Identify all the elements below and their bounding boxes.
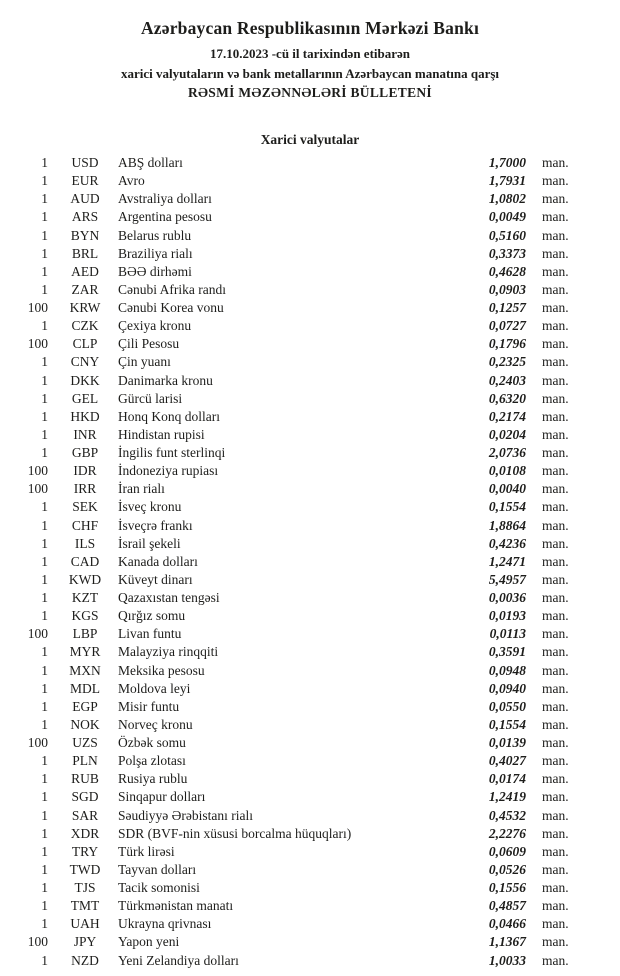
rate-value: 0,0049 (488, 209, 526, 225)
currency-quantity: 100 (27, 463, 48, 479)
currency-quantity: 1 (41, 608, 48, 624)
rate-value: 1,1367 (488, 934, 526, 950)
rate-row (0, 716, 620, 734)
currency-quantity: 1 (41, 354, 48, 370)
rate-value: 0,1796 (488, 336, 526, 352)
unit-label: man. (542, 753, 569, 769)
currency-name: Avro (118, 173, 145, 189)
currency-name: Sinqapur dolları (118, 789, 206, 805)
currency-name: Norveç kronu (118, 716, 193, 732)
rate-value: 0,4236 (488, 535, 526, 551)
currency-name: Honq Konq dolları (118, 408, 220, 424)
effective-date-line: 17.10.2023 -cü il tarixindən etibarən (209, 46, 411, 61)
currency-quantity: 1 (41, 281, 48, 297)
rate-row (0, 390, 620, 408)
rate-row (0, 825, 620, 843)
unit-label: man. (542, 553, 569, 569)
currency-name: Moldova leyi (118, 680, 191, 696)
currency-quantity: 1 (41, 880, 48, 895)
rate-value: 0,0036 (488, 590, 526, 605)
unit-label: man. (542, 191, 569, 207)
rate-value: 0,0139 (488, 735, 526, 750)
currency-name: Polşa zlotası (118, 753, 186, 769)
currency-quantity: 1 (41, 789, 48, 805)
currency-name: SDR (BVF-nin xüsusi borcalma hüquqları) (118, 825, 352, 841)
currency-name: Hindistan rupisi (118, 426, 205, 442)
currency-quantity: 1 (41, 644, 48, 660)
rate-row (0, 662, 620, 680)
rate-row (0, 372, 620, 390)
rate-value: 0,0040 (488, 481, 526, 497)
currency-quantity: 1 (41, 191, 48, 207)
unit-label: man. (542, 590, 569, 605)
rate-value: 2,0736 (488, 445, 526, 460)
rate-value: 0,0466 (488, 916, 526, 932)
rate-row (0, 444, 620, 462)
currency-quantity: 1 (41, 245, 48, 261)
currency-code: LBP (72, 626, 98, 642)
rate-row (0, 698, 620, 716)
currency-code: MYR (69, 644, 101, 660)
rate-row (0, 299, 620, 317)
currency-quantity: 1 (41, 843, 48, 859)
currency-quantity: 1 (41, 517, 48, 533)
currency-code: INR (73, 426, 97, 442)
currency-quantity: 100 (27, 336, 48, 352)
currency-quantity: 1 (41, 771, 48, 787)
currency-code: KWD (68, 571, 102, 587)
currency-name: Danimarka kronu (118, 372, 213, 388)
unit-label: man. (542, 390, 569, 406)
currency-name: Çexiya kronu (118, 318, 192, 334)
currency-code: ILS (74, 535, 96, 551)
rate-row (0, 788, 620, 806)
rate-row (0, 752, 620, 770)
unit-label: man. (542, 336, 569, 352)
rate-value: 1,7931 (488, 173, 526, 189)
currency-code: CLP (72, 336, 98, 352)
unit-label: man. (542, 825, 569, 841)
rate-value: 5,4957 (488, 571, 526, 587)
currency-quantity: 1 (41, 825, 48, 841)
rate-row (0, 408, 620, 426)
rate-row (0, 807, 620, 825)
rate-value: 1,2419 (488, 789, 526, 805)
rate-row (0, 861, 620, 879)
currency-code: EUR (71, 173, 99, 189)
currency-name: Tacik somonisi (118, 880, 200, 895)
currency-name: Misir funtu (118, 698, 180, 714)
currency-code: TJS (74, 880, 96, 895)
currency-name: Kanada dolları (118, 553, 198, 569)
rate-value: 0,1257 (488, 300, 526, 315)
unit-label: man. (542, 481, 569, 497)
rate-row (0, 353, 620, 371)
currency-quantity: 100 (27, 934, 48, 950)
rate-value: 0,4628 (488, 263, 526, 279)
unit-label: man. (542, 571, 569, 587)
unit-label: man. (542, 880, 569, 895)
currency-code: RUB (71, 771, 99, 787)
currency-name: Özbək somu (118, 735, 186, 750)
currency-code: MXN (69, 662, 101, 678)
currency-name: Livan funtu (118, 626, 182, 642)
rate-value: 0,1554 (488, 499, 526, 515)
unit-label: man. (542, 698, 569, 714)
unit-label: man. (542, 245, 569, 261)
currency-quantity: 1 (41, 916, 48, 932)
unit-label: man. (542, 898, 569, 914)
rate-row (0, 172, 620, 190)
unit-label: man. (542, 209, 569, 225)
currency-name: Ukrayna qrivnası (118, 916, 212, 932)
rate-value: 0,0940 (488, 680, 526, 696)
rates-table (0, 154, 620, 970)
unit-label: man. (542, 608, 569, 624)
rate-value: 0,0193 (488, 608, 526, 624)
currency-name: Cənubi Korea vonu (118, 300, 224, 315)
currency-name: Qırğız somu (118, 608, 186, 624)
currency-code: KRW (69, 300, 101, 315)
rate-row (0, 553, 620, 571)
currency-name: Türk lirəsi (118, 843, 175, 859)
rate-value: 0,4027 (488, 753, 526, 769)
rate-row (0, 227, 620, 245)
rate-row (0, 190, 620, 208)
currency-name: Cənubi Afrika randı (118, 281, 226, 297)
currency-code: CNY (70, 354, 100, 370)
currency-quantity: 1 (41, 390, 48, 406)
currency-code: JPY (73, 934, 97, 950)
rate-value: 0,0727 (488, 318, 526, 334)
unit-label: man. (542, 408, 569, 424)
rate-row (0, 154, 620, 172)
rate-row (0, 317, 620, 335)
currency-code: TMT (70, 898, 100, 914)
rate-row (0, 263, 620, 281)
rate-row (0, 517, 620, 535)
currency-quantity: 1 (41, 372, 48, 388)
rate-value: 1,0033 (488, 952, 526, 968)
currency-quantity: 1 (41, 426, 48, 442)
rate-value: 0,0526 (488, 861, 526, 877)
unit-label: man. (542, 463, 569, 479)
currency-quantity: 100 (27, 481, 48, 497)
currency-code: CHF (71, 517, 99, 533)
rate-value: 0,0204 (488, 426, 526, 442)
currency-code: MDL (70, 680, 100, 696)
unit-label: man. (542, 771, 569, 787)
currency-code: BRL (71, 245, 99, 261)
currency-code: BYN (70, 227, 100, 243)
bank-name-title: Azərbaycan Respublikasının Mərkəzi Bankı (140, 18, 480, 38)
unit-label: man. (542, 807, 569, 823)
currency-quantity: 1 (41, 535, 48, 551)
rate-row (0, 281, 620, 299)
currency-quantity: 1 (41, 553, 48, 569)
currency-name: İsveç kronu (118, 499, 182, 515)
rate-value: 0,5160 (488, 227, 526, 243)
currency-quantity: 100 (27, 300, 48, 315)
currency-quantity: 1 (41, 209, 48, 225)
rate-row (0, 915, 620, 933)
unit-label: man. (542, 535, 569, 551)
rate-value: 0,1554 (488, 716, 526, 732)
currency-code: USD (71, 155, 99, 170)
bulletin-title: RƏSMİ MƏZƏNNƏLƏRİ BÜLLETENİ (187, 85, 432, 100)
rate-row (0, 734, 620, 752)
currency-name: Çin yuanı (118, 354, 171, 370)
currency-code: GBP (71, 445, 99, 460)
currency-code: XDR (70, 825, 100, 841)
rate-value: 0,3591 (488, 644, 526, 660)
currency-code: ARS (71, 209, 99, 225)
rate-value: 2,2276 (488, 825, 526, 841)
unit-label: man. (542, 517, 569, 533)
currency-quantity: 1 (41, 898, 48, 914)
rate-value: 0,0948 (488, 662, 526, 678)
unit-label: man. (542, 644, 569, 660)
currency-quantity: 1 (41, 590, 48, 605)
rate-value: 1,2471 (488, 553, 526, 569)
unit-label: man. (542, 680, 569, 696)
currency-name: BƏƏ dirhəmi (118, 263, 192, 279)
unit-label: man. (542, 318, 569, 334)
unit-label: man. (542, 916, 569, 932)
rate-row (0, 571, 620, 589)
rate-value: 1,0802 (488, 191, 526, 207)
rate-value: 0,4532 (488, 807, 526, 823)
currency-code: ZAR (71, 281, 99, 297)
subject-line: xarici valyutaların və bank metallarının Azərbaycan manatına qarşı (120, 66, 500, 81)
rate-value: 0,2325 (488, 354, 526, 370)
currency-code: TWD (69, 861, 101, 877)
unit-label: man. (542, 843, 569, 859)
currency-name: Braziliya rialı (118, 245, 193, 261)
currency-code: SAR (71, 807, 99, 823)
rate-value: 0,0903 (488, 281, 526, 297)
currency-name: Belarus rublu (118, 227, 192, 243)
unit-label: man. (542, 716, 569, 732)
currency-name: Avstraliya dolları (118, 191, 212, 207)
currency-name: İngilis funt sterlinqi (118, 445, 226, 460)
currency-name: Meksika pesosu (118, 662, 205, 678)
currency-code: AED (71, 263, 99, 279)
unit-label: man. (542, 227, 569, 243)
currency-name: İsveçrə frankı (118, 517, 193, 533)
currency-name: Malayziya rinqqiti (118, 644, 219, 660)
rate-row (0, 426, 620, 444)
unit-label: man. (542, 662, 569, 678)
currency-name: Qazaxıstan tengəsi (118, 590, 220, 605)
rate-row (0, 770, 620, 788)
currency-code: IDR (73, 463, 97, 479)
currency-code: PLN (72, 753, 98, 769)
currency-quantity: 1 (41, 571, 48, 587)
unit-label: man. (542, 952, 569, 968)
currency-code: HKD (70, 408, 100, 424)
currency-quantity: 1 (41, 807, 48, 823)
rate-row (0, 952, 620, 970)
currency-code: CAD (70, 553, 100, 569)
rate-value: 0,0609 (488, 843, 526, 859)
currency-quantity: 100 (27, 626, 48, 642)
rate-row (0, 462, 620, 480)
currency-code: TRY (71, 843, 99, 859)
rate-value: 0,2174 (488, 408, 526, 424)
currency-code: AUD (70, 191, 100, 207)
rate-row (0, 897, 620, 915)
currency-code: DKK (70, 372, 100, 388)
rate-row (0, 245, 620, 263)
rate-value: 0,0113 (489, 626, 526, 642)
currency-code: EGP (72, 698, 98, 714)
rate-row (0, 480, 620, 498)
rate-value: 0,3373 (488, 245, 526, 261)
rate-row (0, 498, 620, 516)
rate-row (0, 643, 620, 661)
unit-label: man. (542, 281, 569, 297)
unit-label: man. (542, 372, 569, 388)
unit-label: man. (542, 626, 569, 642)
currency-name: İran rialı (118, 481, 165, 497)
rate-value: 0,1556 (488, 880, 526, 895)
rate-row (0, 879, 620, 897)
unit-label: man. (542, 445, 569, 460)
rate-row (0, 208, 620, 226)
rate-value: 0,2403 (488, 372, 526, 388)
unit-label: man. (542, 155, 569, 170)
rate-value: 0,0174 (488, 771, 526, 787)
currency-quantity: 1 (41, 698, 48, 714)
currency-name: Səudiyyə Ərəbistanı rialı (118, 807, 253, 823)
currency-code: SGD (71, 789, 99, 805)
rate-value: 0,6320 (488, 390, 526, 406)
currency-code: UZS (72, 735, 98, 750)
unit-label: man. (542, 861, 569, 877)
currency-quantity: 1 (41, 408, 48, 424)
currency-quantity: 1 (41, 952, 48, 968)
currency-quantity: 1 (41, 263, 48, 279)
currency-quantity: 1 (41, 753, 48, 769)
unit-label: man. (542, 173, 569, 189)
currency-quantity: 1 (41, 445, 48, 460)
currency-quantity: 1 (41, 155, 48, 170)
currency-name: Gürcü larisi (118, 390, 183, 406)
unit-label: man. (542, 789, 569, 805)
currency-quantity: 1 (41, 499, 48, 515)
rate-value: 1,7000 (488, 155, 526, 170)
rate-row (0, 589, 620, 607)
unit-label: man. (542, 499, 569, 515)
currency-name: Tayvan dolları (118, 861, 197, 877)
currency-code: SEK (72, 499, 98, 515)
document-header (0, 18, 620, 101)
unit-label: man. (542, 735, 569, 750)
currency-name: Küveyt dinarı (118, 571, 193, 587)
currency-name: Argentina pesosu (118, 209, 212, 225)
currency-code: GEL (71, 390, 99, 406)
currency-quantity: 1 (41, 318, 48, 334)
rate-row (0, 625, 620, 643)
rate-row (0, 607, 620, 625)
currency-quantity: 1 (41, 716, 48, 732)
rate-value: 0,4857 (488, 898, 526, 914)
currency-code: NZD (71, 952, 99, 968)
currency-code: KGS (71, 608, 99, 624)
section-title-foreign-currencies: Xarici valyutalar (260, 132, 360, 147)
currency-name: Çili Pesosu (118, 336, 180, 352)
rate-row (0, 535, 620, 553)
rate-row (0, 843, 620, 861)
rate-value: 0,0108 (488, 463, 526, 479)
unit-label: man. (542, 300, 569, 315)
currency-quantity: 1 (41, 173, 48, 189)
rate-value: 1,8864 (488, 517, 526, 533)
currency-name: İsrail şekeli (118, 535, 181, 551)
currency-name: ABŞ dolları (118, 155, 183, 170)
rate-row (0, 335, 620, 353)
currency-quantity: 100 (27, 735, 48, 750)
currency-code: NOK (70, 716, 100, 732)
currency-quantity: 1 (41, 680, 48, 696)
currency-name: Yeni Zelandiya dolları (118, 952, 239, 968)
rate-row (0, 680, 620, 698)
currency-name: Rusiya rublu (118, 771, 188, 787)
unit-label: man. (542, 934, 569, 950)
unit-label: man. (542, 426, 569, 442)
currency-code: UAH (70, 916, 100, 932)
currency-code: KZT (71, 590, 99, 605)
rate-value: 0,0550 (488, 698, 526, 714)
currency-quantity: 1 (41, 227, 48, 243)
currency-code: CZK (71, 318, 99, 334)
unit-label: man. (542, 354, 569, 370)
currency-name: İndoneziya rupiası (118, 463, 219, 479)
currency-quantity: 1 (41, 662, 48, 678)
currency-quantity: 1 (41, 861, 48, 877)
rate-row (0, 933, 620, 951)
currency-code: IRR (73, 481, 97, 497)
currency-name: Türkmənistan manatı (118, 898, 234, 914)
unit-label: man. (542, 263, 569, 279)
currency-name: Yapon yeni (118, 934, 180, 950)
